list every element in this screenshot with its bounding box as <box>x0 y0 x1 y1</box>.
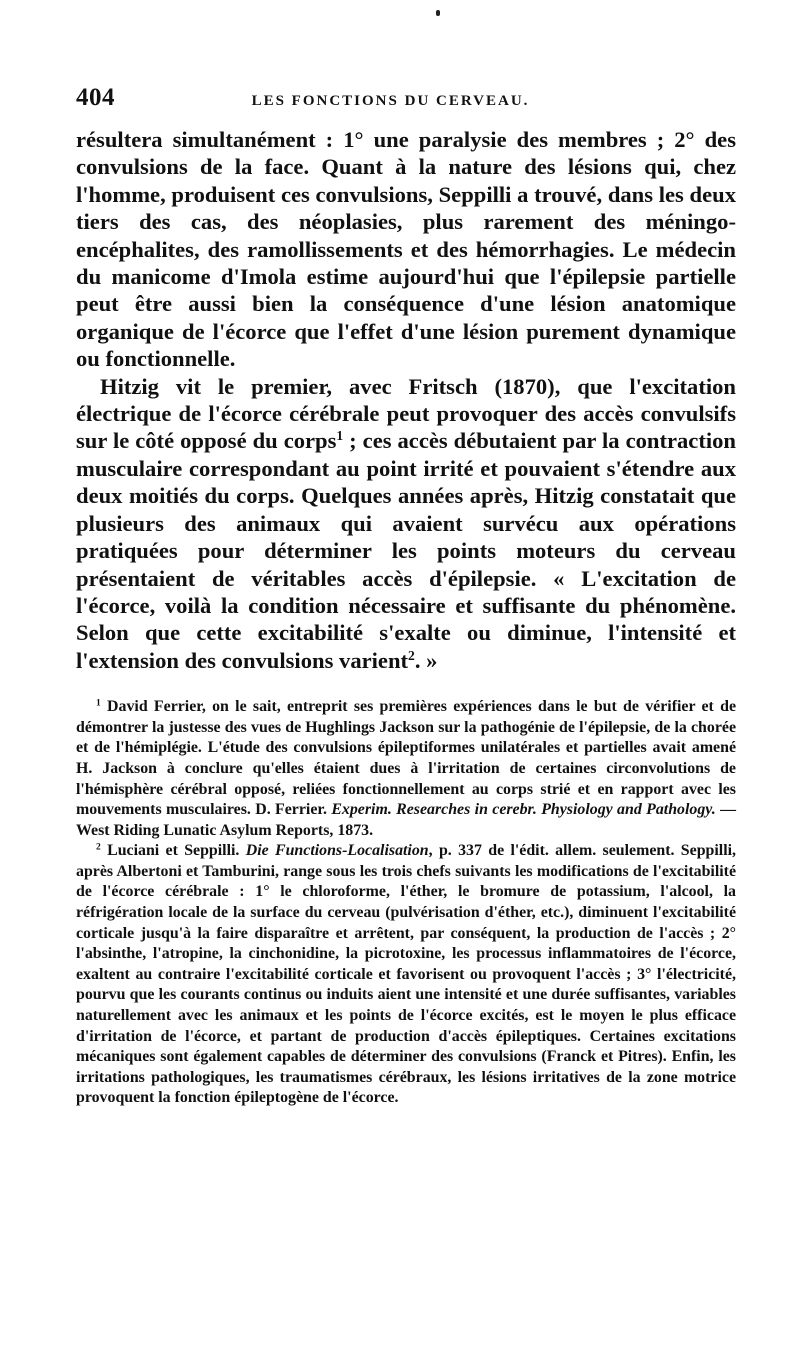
ink-speck <box>436 10 440 16</box>
footnote-ref-1: 1 <box>336 428 344 444</box>
paragraph-2-part-1: Hitzig vit le premier, avec Fritsch (1870), que l'excitation électrique de l'écorce cérébrale peut provoquer des accès convulsifs sur le côté opposé du corps <box>76 373 736 454</box>
footnote-1-text: David Ferrier, on le sait, entreprit ses premières expériences dans le but de vérifier et de démontrer la justesse des vues de Hughlings Jackson sur la pathogénie de l'épilepsie, de la chorée et de l'hémiplégie. L'étude des convulsions épileptiformes unilatérales et partielles avait amené H. Jackson à conclure qu'elles étaient dues à l'irritation de certaines circonvolutions de l'hémisphère cérébral opposé, reliées fonctionnellement au corps strié et en rapport avec les mouvements musculaires. D. Ferrier. <box>76 698 736 819</box>
footnote-1 <box>76 697 736 841</box>
footnote-1-mark: 1 <box>96 697 101 709</box>
footnote-ref-2: 2 <box>408 647 415 663</box>
footnote-1-title: Experim. Researches in cerebr. Physiology and Pathology. <box>331 801 716 819</box>
paragraph-1: résultera simultanément : 1° une paralysie des membres ; 2° des convulsions de la face. Quant à la nature des lésions qui, chez l'homme, produisent ces convulsions, Seppilli a trouvé, dans les deux tiers des cas, des néoplasies, plus rarement des méningo-encéphalites, des ramollissements et des hémorrhagies. Le médecin du manicome d'Imola estime aujourd'hui que l'épilepsie partielle peut être aussi bien la conséquence d'une lésion anatomique organique de l'écorce que l'effet d'une lésion purement dynamique ou fonctionnelle. <box>76 127 736 372</box>
footnote-2-text: Luciani et Seppilli. <box>100 842 246 860</box>
footnote-2 <box>76 841 736 1109</box>
paragraph-2-part-2: ; ces accès débutaient par la contraction musculaire correspondant au point irrité et pouvaient s'étendre aux deux moitiés du corps. Quelques années après, Hitzig constatait que plusieurs des animaux qui avaient survécu aux opérations pratiquées pour déterminer les points moteurs du cerveau présentaient de véritables accès d'épilepsie. « L'excitation de l'écorce, voilà la condition nécessaire et suffisante du phénomène. Selon que cette excitabilité s'exalte ou diminue, l'intensité et l'extension des convulsions varient <box>76 428 736 673</box>
main-text <box>76 126 736 674</box>
paragraph-2 <box>76 373 736 674</box>
footnote-2-title: Die Functions-Localisation <box>245 842 429 860</box>
footnote-2-tail: , p. 337 de l'édit. allem. seulement. Seppilli, après Albertoni et Tamburini, range sous les trois chefs suivants les modifications de l'excitabilité de l'écorce cérébrale : 1° le chloroforme, l'éther, le bromure de potassium, l'alcool, la réfrigération locale de la surface du cerveau (pulvérisation d'éther, etc.), diminuent l'excitabilité corticale jusqu'à la faire disparaître et arrêtent, par conséquent, la production de l'accès ; 2° l'absinthe, l'atropine, la cinchonidine, la picrotoxine, les processus inflammatoires de l'écorce, exaltent au contraire l'excitabilité corticale et favorisent ou provoquent l'accès ; 3° l'électricité, pourvu que les courants continus ou induits aient une intensité et une durée suffisantes, variables naturellement avec les animaux et les points de l'écorce excités, est le moyen le plus efficace d'irritation de l'écorce, et partant de production d'accès épileptiques. Certaines excitations mécaniques sont également capables de déterminer des convulsions (Franck et Pitres). Enfin, les irritations pathologiques, les traumatismes cérébraux, les lésions irritatives de la zone motrice provoquent la fonction épileptogène de l'écorce. <box>76 842 736 1107</box>
page-number: 404 <box>76 84 115 111</box>
footnote-1-tail: — West Riding Lunatic Asylum Reports, 1873. <box>76 801 736 839</box>
paragraph-2-end: . » <box>414 647 438 673</box>
footnotes <box>76 697 736 1109</box>
running-title: LES FONCTIONS DU CERVEAU. <box>251 93 530 109</box>
footnote-2-mark: 2 <box>96 841 101 853</box>
page-header <box>76 84 736 126</box>
